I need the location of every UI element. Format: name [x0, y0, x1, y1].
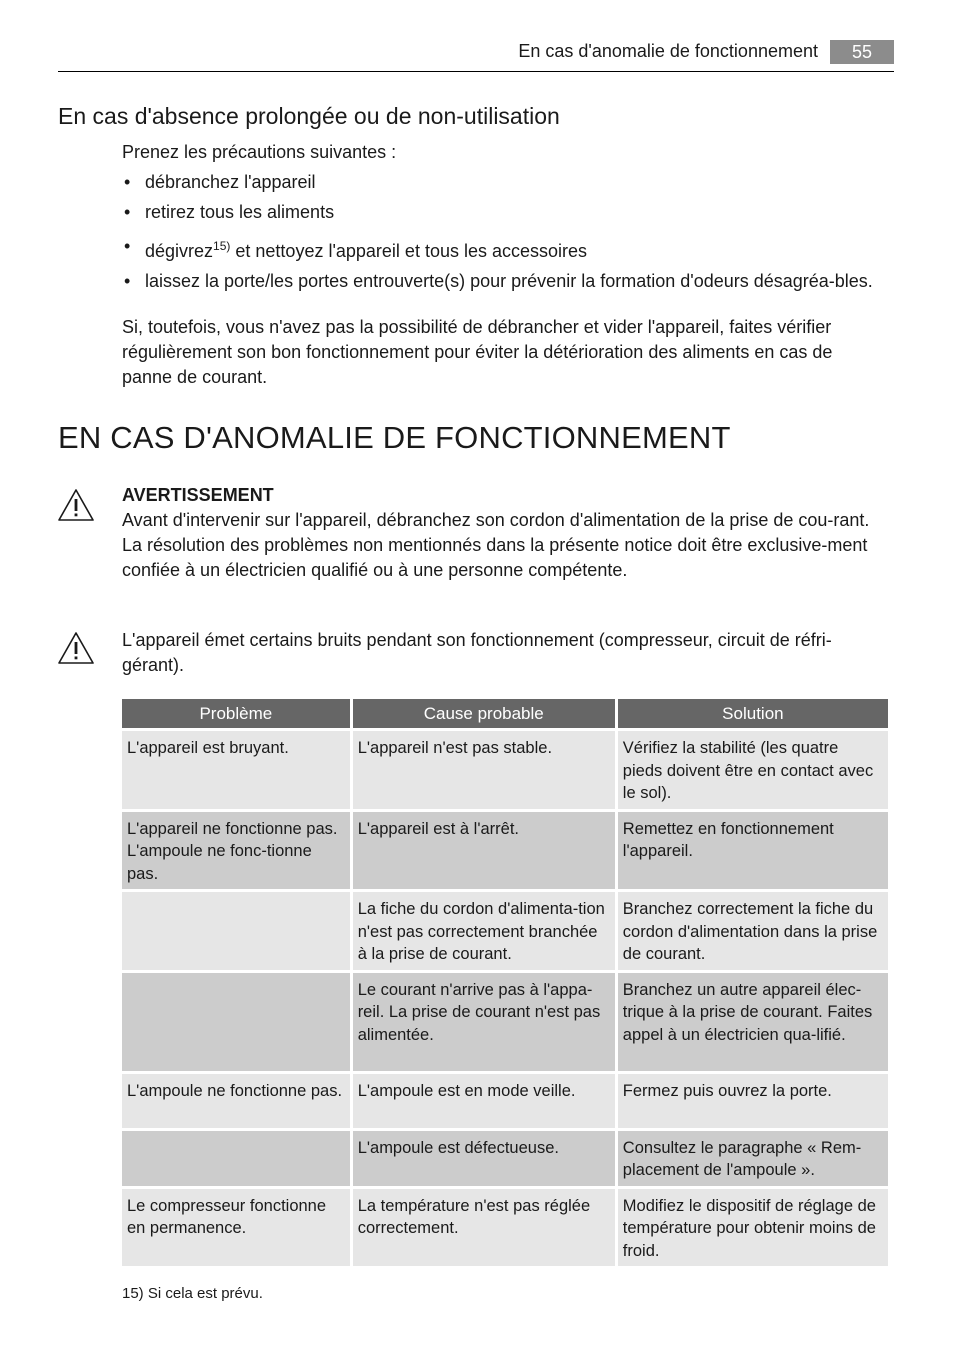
page-title: EN CAS D'ANOMALIE DE FONCTIONNEMENT	[58, 420, 731, 455]
header-title: En cas d'anomalie de fonctionnement	[518, 41, 818, 61]
cell-problem: Le compresseur fonctionne en permanence.	[122, 1189, 350, 1267]
list-item: • dégivrez$^{15)}$ et nettoyez l'appareil et tous les accessoires	[124, 236, 588, 261]
cell-problem	[122, 1131, 350, 1186]
troubleshooting-table	[119, 696, 891, 1269]
cell-problem: L'ampoule ne fonctionne pas.	[122, 1074, 350, 1128]
table-row	[122, 1131, 888, 1186]
table-row	[122, 892, 888, 970]
list-item: • retirez tous les aliments	[124, 202, 335, 222]
caution-icon	[57, 631, 95, 665]
cell-solution: Vérifiez la stabilité (les quatre pieds doivent être en contact avec le sol).	[618, 731, 888, 809]
cell-cause: La température n'est pas réglée correctement.	[353, 1189, 615, 1267]
cell-problem: L'appareil ne fonctionne pas. L'ampoule ne fonc-tionne pas.	[122, 812, 350, 890]
cell-cause: Le courant n'arrive pas à l'appa-reil. La prise de courant n'est pas alimentée.	[353, 973, 615, 1071]
list-item: • débranchez l'appareil	[124, 172, 316, 192]
list-item: • laissez la porte/les portes entrouverte(s) pour prévenir la formation d'odeurs désagréa-bles.	[124, 271, 873, 291]
column-header-cause: Cause probable	[353, 699, 615, 728]
cell-cause: L'ampoule est défectueuse.	[353, 1131, 615, 1186]
cell-solution: Branchez un autre appareil élec-trique à la prise de courant. Faites appel à un électricien qua-lifié.	[618, 973, 888, 1071]
cell-problem: L'appareil est bruyant.	[122, 731, 350, 809]
section-heading-absence: En cas d'absence prolongée ou de non-utilisation	[58, 103, 560, 129]
footnote: 15) Si cela est prévu.	[122, 1285, 263, 1302]
cell-problem	[122, 892, 350, 970]
column-header-solution: Solution	[618, 699, 888, 728]
table-header-row	[122, 699, 888, 728]
warning-icon	[57, 488, 95, 522]
cell-problem	[122, 973, 350, 1071]
column-header-probleme: Problème	[122, 699, 350, 728]
cell-solution: Consultez le paragraphe « Rem-placement de l'ampoule ».	[618, 1131, 888, 1186]
absence-note: Si, toutefois, vous n'avez pas la possibilité de débrancher et vider l'appareil, faites vérifier régulièrement son bon fonctionnement pour éviter la détérioration des aliments en cas de panne de courant.	[122, 317, 833, 387]
caution-text: L'appareil émet certains bruits pendant son fonctionnement (compresseur, circuit de réfri-gérant).	[122, 630, 832, 675]
table-row	[122, 1074, 888, 1128]
footnote-ref: 15)	[213, 239, 231, 253]
cell-cause: L'appareil est à l'arrêt.	[353, 812, 615, 890]
cell-solution: Modifiez le dispositif de réglage de température pour obtenir moins de froid.	[618, 1189, 888, 1267]
cell-cause: L'appareil n'est pas stable.	[353, 731, 615, 809]
warning-block	[122, 483, 882, 583]
warning-text-2: La résolution des problèmes non mentionnés dans la présente notice doit être exclusive-ment confiée à un électricien qualifié ou à une personne compétente.	[122, 535, 868, 580]
table-row	[122, 812, 888, 890]
table-row	[122, 1189, 888, 1267]
page-number: 55	[830, 40, 894, 64]
warning-title: AVERTISSEMENT	[122, 485, 274, 505]
table-row	[122, 731, 888, 809]
cell-solution: Remettez en fonctionnement l'appareil.	[618, 812, 888, 890]
precautions-list	[122, 170, 882, 299]
cell-cause: La fiche du cordon d'alimenta-tion n'est pas correctement branchée à la prise de courant.	[353, 892, 615, 970]
cell-solution: Branchez correctement la fiche du cordon d'alimentation dans la prise de courant.	[618, 892, 888, 970]
page-header	[58, 38, 894, 72]
cell-cause: L'ampoule est en mode veille.	[353, 1074, 615, 1128]
cell-solution: Fermez puis ouvrez la porte.	[618, 1074, 888, 1128]
table-row	[122, 973, 888, 1071]
warning-text-1: Avant d'intervenir sur l'appareil, débranchez son cordon d'alimentation de la prise de cou-rant.	[122, 510, 870, 530]
intro-text: Prenez les précautions suivantes :	[122, 142, 397, 162]
